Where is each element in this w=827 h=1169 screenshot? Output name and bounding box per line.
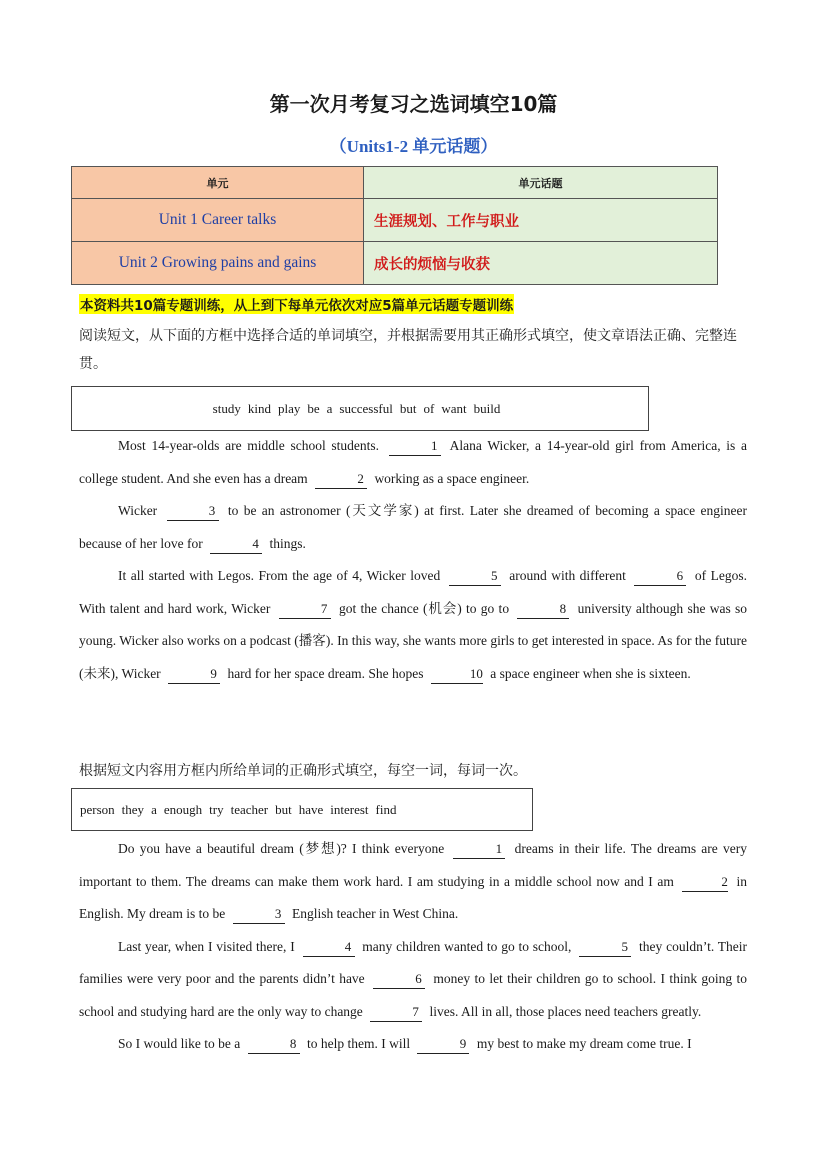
answer-blank[interactable]: 9 <box>168 665 220 684</box>
word-option: play <box>277 400 301 416</box>
answer-blank[interactable]: 7 <box>370 1003 422 1022</box>
answer-blank[interactable]: 8 <box>517 600 569 619</box>
answer-blank[interactable]: 8 <box>248 1035 300 1054</box>
page-subtitle: （Units1-2 单元话题） <box>329 137 498 156</box>
exercise1-word-box <box>71 386 649 431</box>
passage-paragraph: Do you have a beautiful dream (梦想)? I think everyone 1 dreams in their life. The dreams are very important to them. The dreams can make them work hard. I am studying in a middle school now and I am 2 in English. My dream is to be 3 English teacher in West China. <box>79 833 747 931</box>
unit-cell: Unit 2 Growing pains and gains <box>72 242 364 285</box>
word-option: but <box>399 400 417 416</box>
exercise2-passage <box>79 833 747 1061</box>
exercise2-instruction: 根据短文内容用方框内所给单词的正确形式填空，每空一词，每词一次。 <box>79 763 527 779</box>
topic-cell: 成长的烦恼与收获 <box>364 242 718 285</box>
word-option: but <box>275 801 292 817</box>
answer-blank[interactable]: 3 <box>233 905 285 924</box>
word-option: successful <box>339 400 393 416</box>
passage-paragraph: Wicker 3 to be an astronomer (天文学家) at first. Later she dreamed of becoming a space engineer because of her love for 4 things. <box>79 495 747 560</box>
word-option: want <box>441 400 467 416</box>
word-option: enough <box>163 801 203 817</box>
answer-blank[interactable]: 1 <box>389 437 441 456</box>
answer-blank[interactable]: 5 <box>579 938 631 957</box>
answer-blank[interactable]: 6 <box>373 970 425 989</box>
word-option: of <box>423 400 435 416</box>
answer-blank[interactable]: 4 <box>303 938 355 957</box>
word-option: have <box>298 801 324 817</box>
answer-blank[interactable]: 1 <box>453 840 505 859</box>
answer-blank[interactable]: 4 <box>210 535 262 554</box>
answer-blank[interactable]: 2 <box>682 873 728 892</box>
page-title: 第一次月考复习之选词填空10篇 <box>269 92 558 116</box>
exercise2-word-box <box>71 788 533 831</box>
word-option: be <box>307 400 320 416</box>
answer-blank[interactable]: 2 <box>315 470 367 489</box>
word-option: kind <box>247 400 271 416</box>
word-option: they <box>121 801 145 817</box>
answer-blank[interactable]: 7 <box>279 600 331 619</box>
table-header-row <box>72 167 718 199</box>
unit-cell: Unit 1 Career talks <box>72 199 364 242</box>
header-topic: 单元话题 <box>364 167 718 199</box>
word-option: find <box>375 801 397 817</box>
word-option: build <box>473 400 501 416</box>
word-option: interest <box>330 801 369 817</box>
answer-blank[interactable]: 9 <box>417 1035 469 1054</box>
word-option: a <box>326 400 333 416</box>
exercise1-passage <box>79 430 747 690</box>
word-option: study <box>212 400 241 416</box>
exercise1-instruction: 阅读短文，从下面的方框中选择合适的单词填空，并根据需要用其正确形式填空，使文章语法正确、完整连贯。 <box>79 328 737 372</box>
unit-topic-table <box>71 166 718 285</box>
table-row <box>72 199 718 242</box>
word-option: person <box>80 801 115 817</box>
table-row <box>72 242 718 285</box>
highlight-note: 本资料共10篇专题训练，从上到下每单元依次对应5篇单元话题专题训练 <box>79 294 514 314</box>
header-unit: 单元 <box>72 167 364 199</box>
answer-blank[interactable]: 3 <box>167 502 219 521</box>
passage-paragraph: So I would like to be a 8 to help them. I will 9 my best to make my dream come true. I <box>79 1028 747 1061</box>
passage-paragraph: It all started with Legos. From the age of 4, Wicker loved 5 around with different 6 of Legos. With talent and hard work, Wicker 7 got the chance (机会) to go to 8 university although she was so young. Wicker also works on a podcast (播客). In this way, she wants more girls to get interested in space. As for the future (未来), Wicker 9 hard for her space dream. She hopes 10 a space engineer when she is sixteen. <box>79 560 747 690</box>
answer-blank[interactable]: 6 <box>634 567 686 586</box>
topic-cell: 生涯规划、工作与职业 <box>364 199 718 242</box>
passage-paragraph: Most 14-year-olds are middle school students. 1 Alana Wicker, a 14-year-old girl from America, is a college student. And she even has a dream 2 working as a space engineer. <box>79 430 747 495</box>
word-option: try <box>209 801 224 817</box>
answer-blank[interactable]: 10 <box>431 665 483 684</box>
passage-paragraph: Last year, when I visited there, I 4 many children wanted to go to school, 5 they couldn’t. Their families were very poor and the parents didn’t have 6 money to let their children go to school. I think going to school and studying hard are the only way to change 7 lives. All in all, those places need teachers greatly. <box>79 931 747 1029</box>
answer-blank[interactable]: 5 <box>449 567 501 586</box>
word-option: a <box>151 801 157 817</box>
word-option: teacher <box>230 801 269 817</box>
